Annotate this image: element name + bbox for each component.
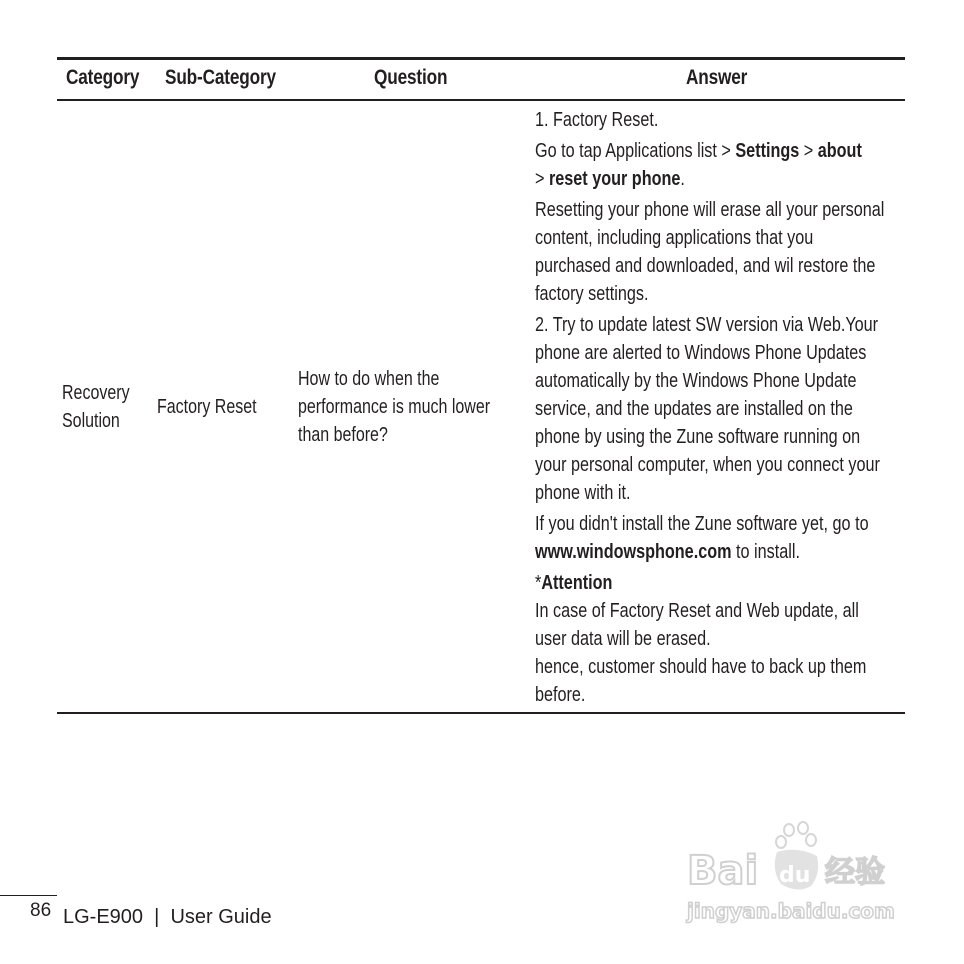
- nav-prefix: Go to tap Applications list >: [535, 140, 736, 162]
- header-category: Category: [66, 66, 140, 89]
- answer-step1-warning: Resetting your phone will erase all your personal content, including applications that you purchased and downloaded, and wil restore the factory settings.: [535, 199, 885, 305]
- sub-category-cell: Factory Reset: [157, 396, 257, 418]
- nav-reset-your-phone: reset your phone: [548, 168, 681, 190]
- baidu-watermark-logo: [685, 820, 910, 930]
- nav-end: .: [680, 168, 685, 190]
- nav-about: about: [817, 140, 862, 162]
- header-sub-category: Sub-Category: [165, 66, 276, 89]
- zune-prefix: If you didn't install the Zune software yet, go to: [535, 513, 869, 535]
- svg-text:经验: 经验: [825, 855, 885, 890]
- zune-suffix: to install.: [731, 541, 800, 563]
- windowsphone-link: www.windowsphone.com: [535, 541, 732, 563]
- answer-step1-navigation: [535, 137, 891, 193]
- svg-text:Bai: Bai: [687, 848, 759, 894]
- attention-line: In case of Factory Reset and Web update, all user data will be erased.: [535, 600, 859, 650]
- attention-star: *: [535, 572, 542, 594]
- table-header-rule: [57, 99, 905, 101]
- answer-cell: [535, 106, 891, 709]
- attention-line: hence, customer should have to back up them before.: [535, 656, 867, 706]
- question-line: than before?: [298, 424, 388, 446]
- attention-label: Attention: [541, 572, 613, 594]
- category-line: Solution: [62, 410, 120, 432]
- nav-separator: >: [799, 140, 818, 162]
- header-answer: Answer: [686, 66, 748, 89]
- answer-step2: 2. Try to update latest SW version via Web.Your phone are alerted to Windows Phone Updates automatically by the Windows Phone Update service, and the updates are installed on the phone by using the Zune software running on your personal computer, when you connect your phone with it.: [535, 314, 880, 504]
- attention-heading: [535, 569, 891, 597]
- table-top-rule: [57, 57, 905, 60]
- header-question: Question: [374, 66, 448, 89]
- question-cell: [298, 365, 490, 449]
- question-line: How to do when the: [298, 368, 440, 390]
- answer-zune: [535, 510, 891, 566]
- svg-text:jingyan.baidu.com: jingyan.baidu.com: [687, 899, 895, 923]
- nav-settings: Settings: [735, 140, 800, 162]
- answer-step1-title: 1. Factory Reset.: [535, 109, 659, 131]
- category-line: Recovery: [62, 382, 130, 404]
- nav-separator: >: [535, 168, 549, 190]
- footer-rule: [0, 895, 57, 896]
- category-cell: [62, 379, 130, 435]
- table-bottom-rule: [57, 712, 905, 714]
- page-number: 86: [30, 900, 52, 921]
- guide-label: LG-E900 | User Guide: [63, 906, 272, 928]
- svg-text:du: du: [779, 863, 811, 888]
- question-line: performance is much lower: [298, 396, 491, 418]
